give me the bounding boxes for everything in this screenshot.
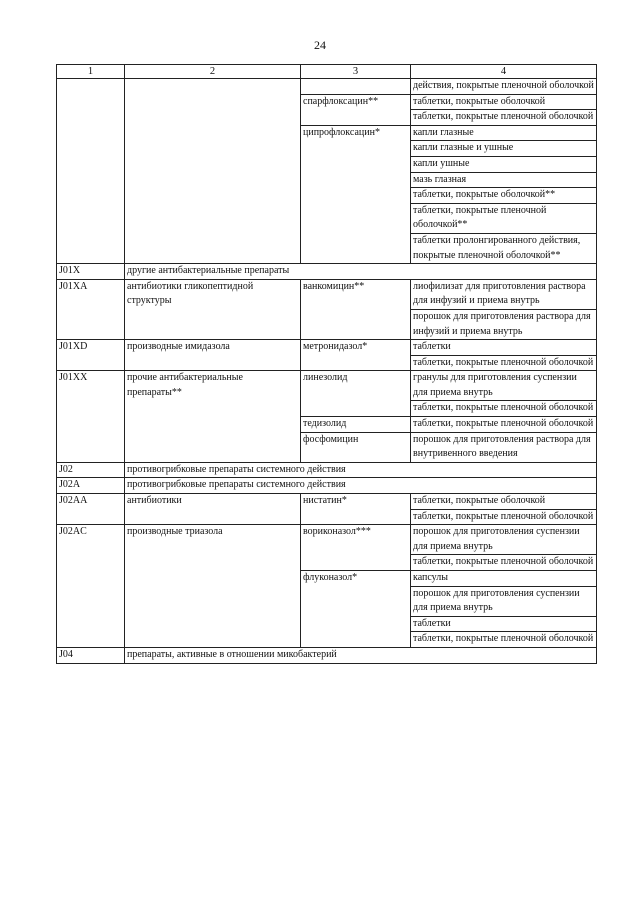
group-name-cell <box>125 125 301 141</box>
atc-code-cell <box>57 616 125 632</box>
group-name-cell <box>125 309 301 339</box>
group-name-cell <box>125 586 301 616</box>
table-row <box>57 279 597 309</box>
atc-code-cell <box>57 233 125 263</box>
dosage-form-cell: таблетки пролонгированного действия, покрытые пленочной оболочкой** <box>411 233 597 263</box>
atc-code-cell <box>57 417 125 433</box>
group-name-cell <box>125 509 301 525</box>
table-row <box>57 110 597 126</box>
table-row <box>57 188 597 204</box>
drug-name-cell <box>301 632 411 648</box>
table-row <box>57 586 597 616</box>
drug-name-cell <box>301 203 411 233</box>
dosage-form-cell: порошок для приготовления раствора для внутривенного введения <box>411 432 597 462</box>
group-name-cell <box>125 417 301 433</box>
group-name-cell: прочие антибактериальные препараты** <box>125 371 301 401</box>
page-number: 24 <box>314 38 326 52</box>
dosage-form-cell: гранулы для приготовления суспензии для приема внутрь <box>411 371 597 401</box>
table-row <box>57 340 597 356</box>
atc-code-cell <box>57 555 125 571</box>
atc-code-cell <box>57 94 125 110</box>
group-name-cell: производные имидазола <box>125 340 301 356</box>
atc-code-cell: J01XX <box>57 371 125 401</box>
group-row <box>57 264 597 280</box>
dosage-form-cell: лиофилизат для приготовления раствора для инфузий и приема внутрь <box>411 279 597 309</box>
table-header-row <box>57 65 597 79</box>
table-row <box>57 616 597 632</box>
table-row <box>57 555 597 571</box>
table-row <box>57 233 597 263</box>
atc-code-cell: J04 <box>57 647 125 663</box>
group-name-cell: производные триазола <box>125 525 301 555</box>
atc-code-cell <box>57 586 125 616</box>
drug-name-cell: фосфомицин <box>301 432 411 462</box>
drug-name-cell: флуконазол* <box>301 571 411 587</box>
drug-name-cell <box>301 309 411 339</box>
table-row <box>57 79 597 95</box>
dosage-form-cell: таблетки, покрытые оболочкой** <box>411 188 597 204</box>
atc-code-cell: J02AA <box>57 494 125 510</box>
drug-table <box>56 64 597 664</box>
atc-code-cell <box>57 188 125 204</box>
group-name-cell <box>125 571 301 587</box>
atc-code-cell <box>57 203 125 233</box>
dosage-form-cell: капсулы <box>411 571 597 587</box>
group-name-cell <box>125 141 301 157</box>
dosage-form-cell: таблетки, покрытые пленочной оболочкой <box>411 401 597 417</box>
group-name-cell: противогрибковые препараты системного действия <box>125 478 597 494</box>
drug-name-cell: спарфлоксацин** <box>301 94 411 110</box>
column-header: 3 <box>301 65 411 79</box>
drug-name-cell: ципрофлоксацин* <box>301 125 411 141</box>
drug-name-cell <box>301 586 411 616</box>
drug-name-cell: тедизолид <box>301 417 411 433</box>
atc-code-cell: J01XD <box>57 340 125 356</box>
dosage-form-cell: капли глазные <box>411 125 597 141</box>
table-row <box>57 494 597 510</box>
drug-name-cell <box>301 401 411 417</box>
dosage-form-cell: таблетки, покрытые пленочной оболочкой** <box>411 203 597 233</box>
drug-name-cell: ванкомицин** <box>301 279 411 309</box>
atc-code-cell <box>57 156 125 172</box>
drug-name-cell <box>301 616 411 632</box>
atc-code-cell <box>57 432 125 462</box>
dosage-form-cell: капли ушные <box>411 156 597 172</box>
table-row <box>57 632 597 648</box>
group-name-cell <box>125 156 301 172</box>
group-name-cell <box>125 172 301 188</box>
group-name-cell <box>125 401 301 417</box>
group-name-cell: другие антибактериальные препараты <box>125 264 597 280</box>
drug-name-cell: вориконазол*** <box>301 525 411 555</box>
dosage-form-cell: мазь глазная <box>411 172 597 188</box>
atc-code-cell <box>57 309 125 339</box>
drug-name-cell <box>301 141 411 157</box>
group-name-cell <box>125 79 301 95</box>
dosage-form-cell: капли глазные и ушные <box>411 141 597 157</box>
group-name-cell <box>125 555 301 571</box>
dosage-form-cell: таблетки, покрытые оболочкой <box>411 494 597 510</box>
atc-code-cell <box>57 141 125 157</box>
table-row <box>57 156 597 172</box>
dosage-form-cell: таблетки <box>411 616 597 632</box>
table-row <box>57 141 597 157</box>
atc-code-cell <box>57 509 125 525</box>
drug-name-cell <box>301 233 411 263</box>
column-header: 1 <box>57 65 125 79</box>
atc-code-cell <box>57 110 125 126</box>
group-name-cell: препараты, активные в отношении микобактерий <box>125 647 597 663</box>
group-name-cell: антибиотики <box>125 494 301 510</box>
dosage-form-cell: действия, покрытые пленочной оболочкой <box>411 79 597 95</box>
atc-code-cell <box>57 125 125 141</box>
dosage-form-cell: порошок для приготовления суспензии для приема внутрь <box>411 586 597 616</box>
atc-code-cell: J02 <box>57 462 125 478</box>
table-row <box>57 417 597 433</box>
atc-code-cell <box>57 79 125 95</box>
column-header: 2 <box>125 65 301 79</box>
drug-name-cell: метронидазол* <box>301 340 411 356</box>
atc-code-cell <box>57 355 125 371</box>
table-row <box>57 525 597 555</box>
drug-name-cell <box>301 355 411 371</box>
drug-name-cell: линезолид <box>301 371 411 401</box>
table-row <box>57 125 597 141</box>
atc-code-cell: J02AC <box>57 525 125 555</box>
group-name-cell <box>125 432 301 462</box>
drug-name-cell <box>301 509 411 525</box>
group-name-cell <box>125 616 301 632</box>
atc-code-cell <box>57 401 125 417</box>
group-name-cell <box>125 233 301 263</box>
table-row <box>57 309 597 339</box>
atc-code-cell: J02A <box>57 478 125 494</box>
group-name-cell <box>125 632 301 648</box>
table-row <box>57 355 597 371</box>
dosage-form-cell: порошок для приготовления раствора для инфузий и приема внутрь <box>411 309 597 339</box>
drug-name-cell <box>301 79 411 95</box>
drug-name-cell <box>301 110 411 126</box>
dosage-form-cell: таблетки, покрытые пленочной оболочкой <box>411 555 597 571</box>
table-row <box>57 432 597 462</box>
group-row <box>57 478 597 494</box>
dosage-form-cell: порошок для приготовления суспензии для приема внутрь <box>411 525 597 555</box>
table-row <box>57 571 597 587</box>
atc-code-cell <box>57 172 125 188</box>
column-header: 4 <box>411 65 597 79</box>
atc-code-cell <box>57 571 125 587</box>
dosage-form-cell: таблетки, покрытые оболочкой <box>411 94 597 110</box>
atc-code-cell: J01XA <box>57 279 125 309</box>
group-name-cell: антибиотики гликопептидной структуры <box>125 279 301 309</box>
group-name-cell <box>125 110 301 126</box>
drug-name-cell <box>301 188 411 204</box>
group-name-cell <box>125 355 301 371</box>
table-row <box>57 94 597 110</box>
atc-code-cell: J01X <box>57 264 125 280</box>
table-row <box>57 172 597 188</box>
drug-name-cell <box>301 172 411 188</box>
group-name-cell <box>125 94 301 110</box>
dosage-form-cell: таблетки, покрытые пленочной оболочкой <box>411 509 597 525</box>
group-name-cell <box>125 188 301 204</box>
drug-name-cell <box>301 555 411 571</box>
dosage-form-cell: таблетки <box>411 340 597 356</box>
table-row <box>57 371 597 401</box>
dosage-form-cell: таблетки, покрытые пленочной оболочкой <box>411 632 597 648</box>
dosage-form-cell: таблетки, покрытые пленочной оболочкой <box>411 417 597 433</box>
table-row <box>57 509 597 525</box>
drug-name-cell <box>301 156 411 172</box>
group-name-cell: противогрибковые препараты системного действия <box>125 462 597 478</box>
drug-name-cell: нистатин* <box>301 494 411 510</box>
dosage-form-cell: таблетки, покрытые пленочной оболочкой <box>411 110 597 126</box>
table-row <box>57 203 597 233</box>
group-name-cell <box>125 203 301 233</box>
dosage-form-cell: таблетки, покрытые пленочной оболочкой <box>411 355 597 371</box>
group-row <box>57 647 597 663</box>
group-row <box>57 462 597 478</box>
atc-code-cell <box>57 632 125 648</box>
table-row <box>57 401 597 417</box>
